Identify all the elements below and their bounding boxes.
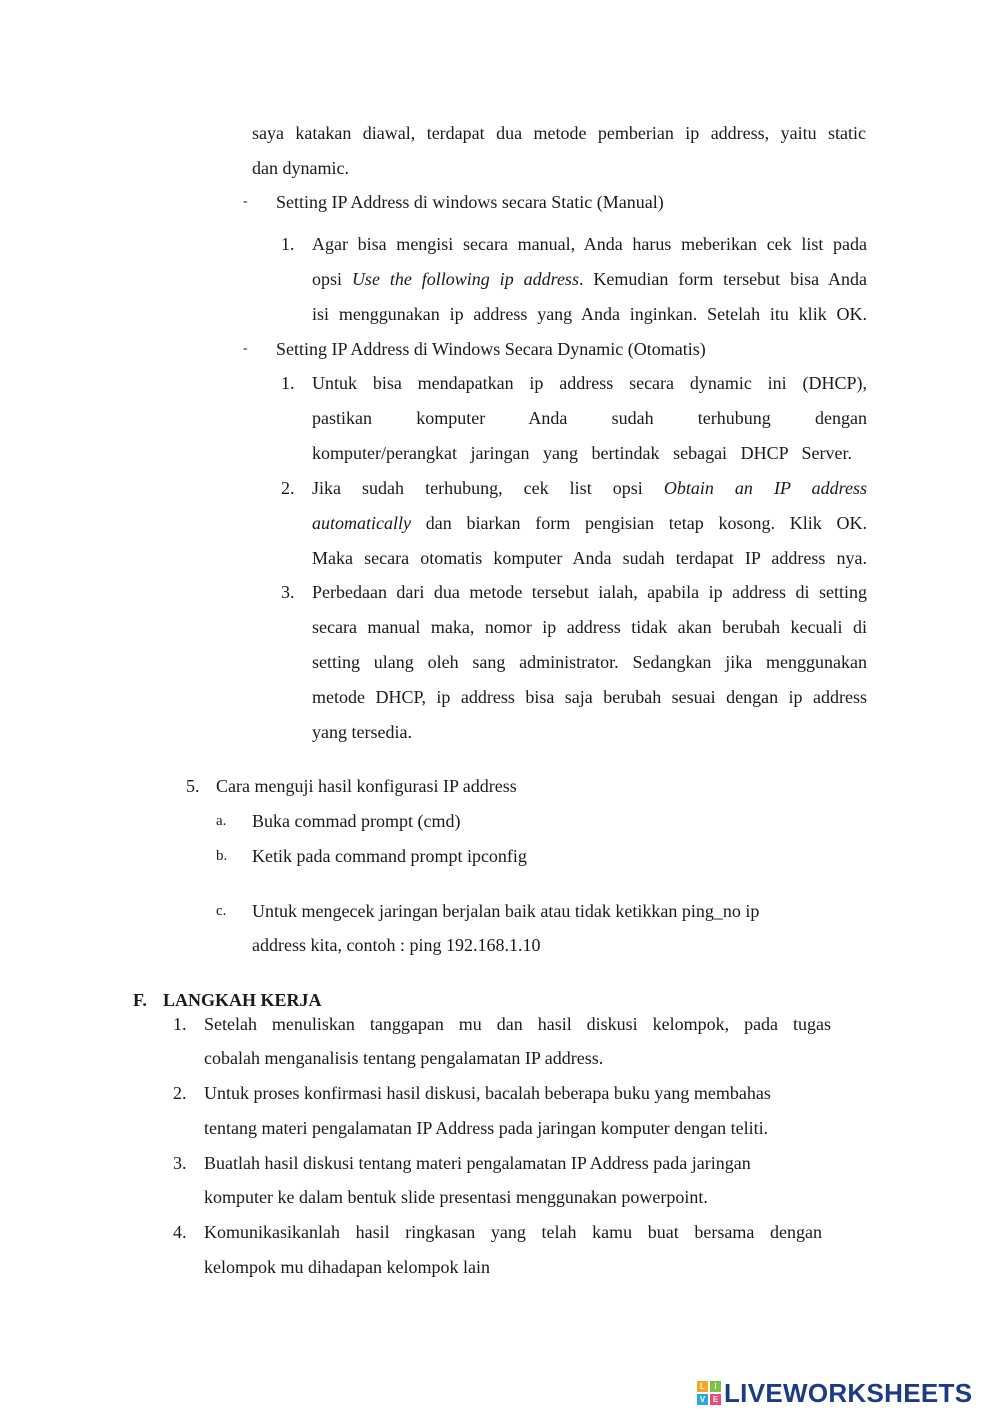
f-item-4-line-2: kelompok mu dihadapan kelompok lain [204, 1257, 490, 1277]
logo-block-l: L [697, 1381, 708, 1392]
f-item-1-num: 1. [173, 1014, 187, 1034]
dynamic-item-1-line-3: komputer/perangkat jaringan yang bertindak sebagai DHCP Server. [312, 443, 852, 463]
dynamic-item-2-italic-1: Obtain an IP address [663, 478, 868, 498]
static-item-1-num: 1. [281, 234, 295, 254]
dynamic-item-1-line-2: pastikan komputer Anda sudah terhubung dengan [312, 408, 867, 428]
f-item-3-num: 3. [173, 1153, 187, 1173]
f-item-3-line-1: Buatlah hasil diskusi tentang materi pengalamatan IP Address pada jaringan [204, 1153, 751, 1173]
dynamic-item-3-line-2: secara manual maka, nomor ip address tidak akan berubah kecuali di [312, 617, 867, 637]
dynamic-item-1-line-1: Untuk bisa mendapatkan ip address secara dynamic ini (DHCP), [312, 373, 867, 393]
step5-title: Cara menguji hasil konfigurasi IP address [216, 776, 517, 796]
logo-wordmark: LIVEWORKSHEETS [724, 1377, 973, 1408]
intro-line-1: saya katakan diawal, terdapat dua metode pemberian ip address, yaitu static [252, 123, 866, 143]
dynamic-item-3-line-3: setting ulang oleh sang administrator. Sedangkan jika menggunakan [312, 652, 867, 672]
step5-c-letter: c. [216, 903, 227, 919]
static-item-1-italic: Use the following ip address [351, 269, 579, 289]
logo-block-i: I [710, 1381, 721, 1392]
logo-block-e: E [710, 1394, 721, 1405]
static-item-1-line-3: isi menggunakan ip address yang Anda inginkan. Setelah itu klik OK. [312, 304, 867, 324]
logo-block-v: V [697, 1394, 708, 1405]
dynamic-item-2-line-1: Jika sudah terhubung, cek list opsi Obtain an IP address [312, 478, 868, 498]
static-item-1-line-1: Agar bisa mengisi secara manual, Anda harus meberikan cek list pada [312, 234, 867, 254]
step5-a-letter: a. [216, 813, 227, 829]
f-item-2-line-2: tentang materi pengalamatan IP Address pada jaringan komputer dengan teliti. [204, 1118, 769, 1138]
dynamic-item-2-line-3: Maka secara otomatis komputer Anda sudah terdapat IP address nya. [312, 548, 867, 568]
dynamic-item-2-line-2: automatically dan biarkan form pengisian tetap kosong. Klik OK. [312, 513, 868, 533]
dynamic-item-1-num: 1. [281, 373, 295, 393]
dynamic-item-2-italic-2: automatically [312, 513, 411, 533]
step5-c-line-2: address kita, contoh : ping 192.168.1.10 [252, 935, 541, 955]
f-item-2-line-1: Untuk proses konfirmasi hasil diskusi, bacalah beberapa buku yang membahas [204, 1083, 771, 1103]
f-item-4-line-1: Komunikasikanlah hasil ringkasan yang telah kamu buat bersama dengan [204, 1222, 822, 1242]
dynamic-item-3-line-1: Perbedaan dari dua metode tersebut ialah, apabila ip address di setting [312, 582, 867, 602]
step5-a-text: Buka commad prompt (cmd) [252, 811, 461, 831]
f-item-3-line-2: komputer ke dalam bentuk slide presentasi menggunakan powerpoint. [204, 1187, 708, 1207]
dynamic-item-3-line-4: metode DHCP, ip address bisa saja berubah sesuai dengan ip address [312, 687, 867, 707]
dynamic-bullet: - [243, 341, 248, 356]
section-f-label: F. [133, 990, 147, 1010]
section-f-title: LANGKAH KERJA [163, 990, 322, 1010]
logo-blocks-icon [697, 1381, 721, 1405]
f-item-1-line-2: cobalah menganalisis tentang pengalamatan IP address. [204, 1048, 604, 1068]
liveworksheets-logo[interactable] [697, 1377, 972, 1409]
f-item-1-line-1: Setelah menuliskan tanggapan mu dan hasil diskusi kelompok, pada tugas [204, 1014, 831, 1034]
dynamic-item-2-num: 2. [281, 478, 295, 498]
dynamic-item-3-line-5: yang tersedia. [312, 722, 412, 742]
f-item-2-num: 2. [173, 1083, 187, 1103]
step5-b-text: Ketik pada command prompt ipconfig [252, 846, 527, 866]
static-title: Setting IP Address di windows secara Static (Manual) [276, 192, 664, 212]
step5-c-line-1: Untuk mengecek jaringan berjalan baik atau tidak ketikkan ping_no ip [252, 901, 760, 921]
intro-line-2: dan dynamic. [252, 158, 349, 178]
dynamic-item-3-num: 3. [281, 582, 295, 602]
static-item-1-line-2: opsi Use the following ip address. Kemudian form tersebut bisa Anda [312, 269, 867, 289]
static-bullet: - [243, 194, 248, 209]
step5-b-letter: b. [216, 848, 228, 864]
f-item-4-num: 4. [173, 1222, 187, 1242]
step5-num: 5. [186, 776, 200, 796]
dynamic-title: Setting IP Address di Windows Secara Dynamic (Otomatis) [276, 339, 706, 359]
